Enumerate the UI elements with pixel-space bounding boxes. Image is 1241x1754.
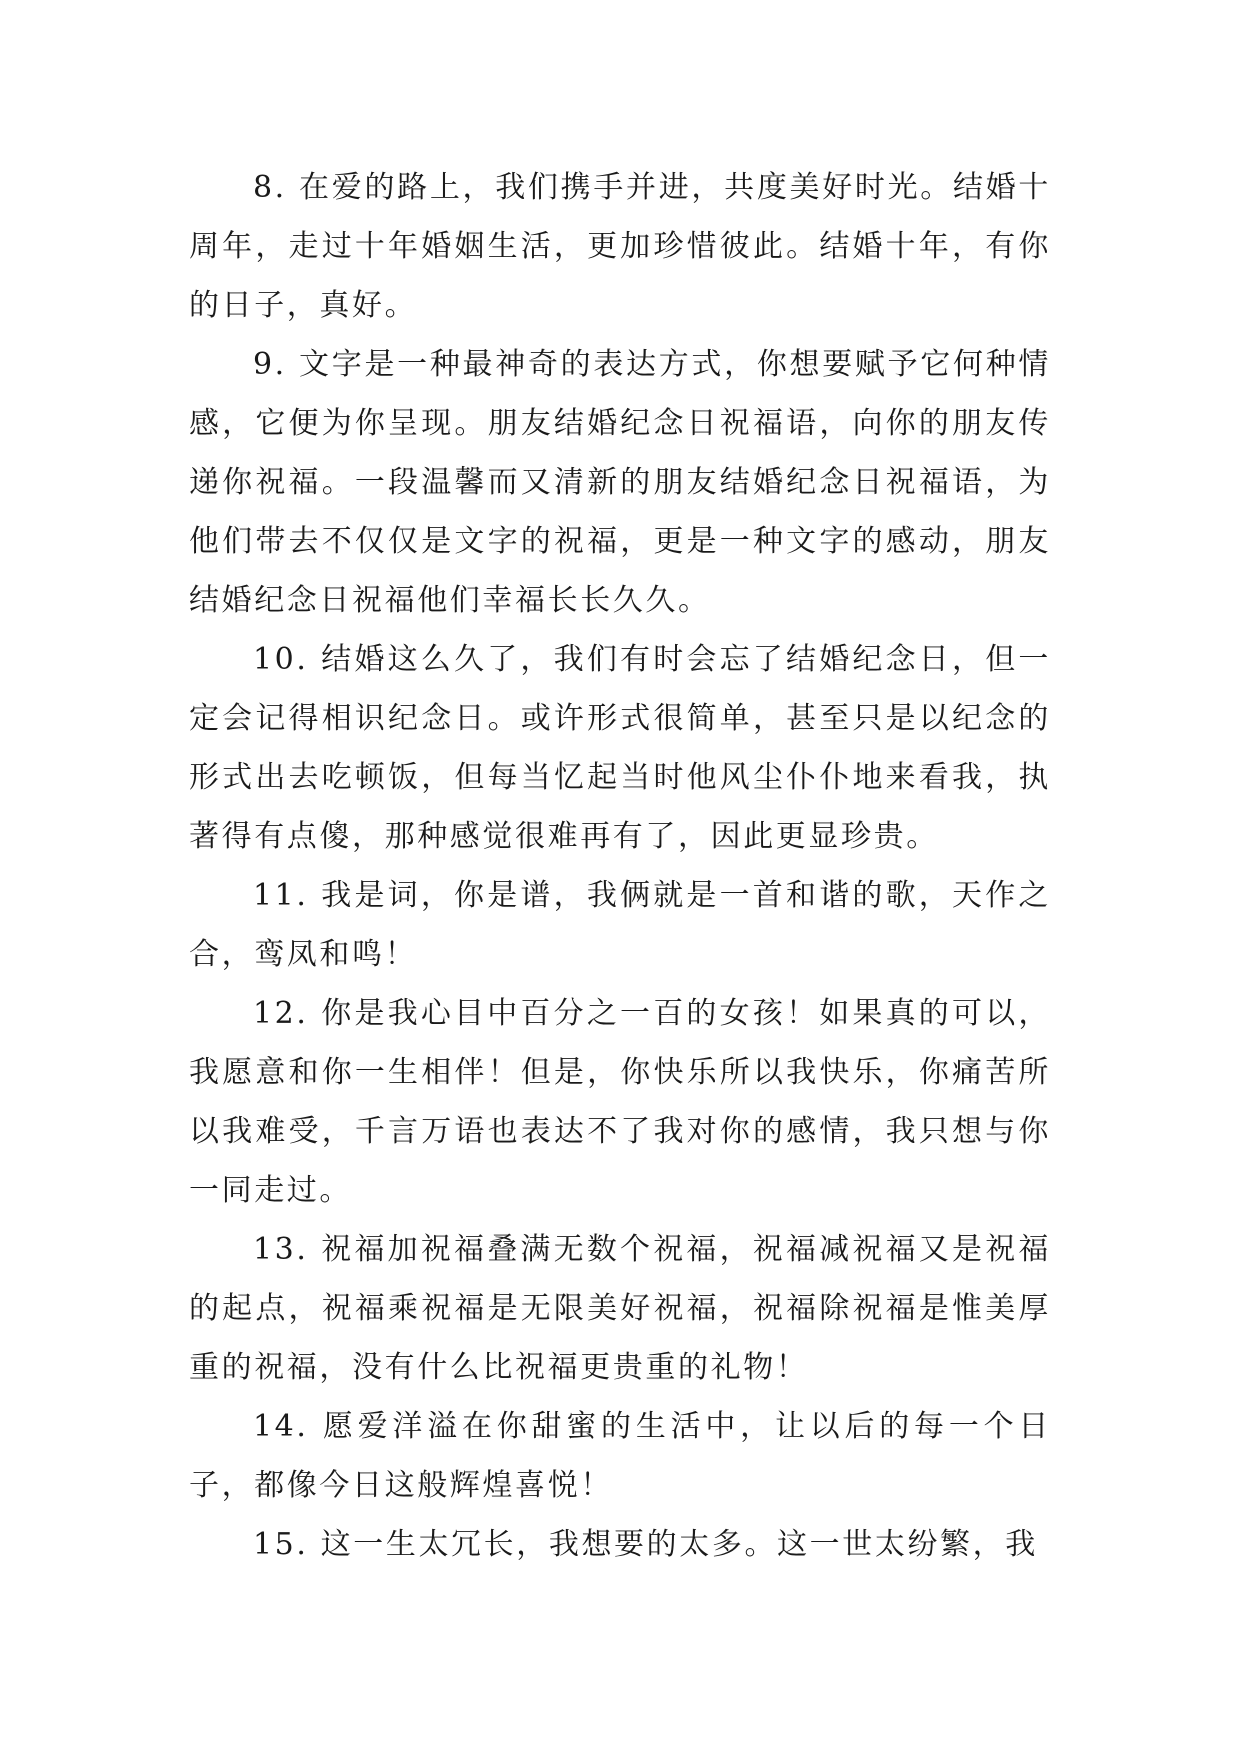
paragraph-15: 15. 这一生太冗长，我想要的太多。这一世太纷繁，我 — [253, 1527, 1038, 1562]
paragraph-13: 13. 祝福加祝福叠满无数个祝福，祝福减祝福又是祝福的起点，祝福乘祝福是无限美好祝福，祝福除祝福是惟美厚重的祝福，没有什么比祝福更贵重的礼物！ — [189, 1232, 1051, 1385]
paragraph-8: 8. 在爱的路上，我们携手并进，共度美好时光。结婚十周年，走过十年婚姻生活，更加珍惜彼此。结婚十年，有你的日子，真好。 — [189, 170, 1051, 323]
paragraph-10: 10. 结婚这么久了，我们有时会忘了结婚纪念日，但一定会记得相识纪念日。或许形式很简单，甚至只是以纪念的形式出去吃顿饭，但每当忆起当时他风尘仆仆地来看我，执著得有点傻，那种感觉很难再有了，因此更显珍贵。 — [189, 642, 1051, 854]
paragraph-9: 9. 文字是一种最神奇的表达方式，你想要赋予它何种情感，它便为你呈现。朋友结婚纪念日祝福语，向你的朋友传递你祝福。一段温馨而又清新的朋友结婚纪念日祝福语，为他们带去不仅仅是文字的祝福，更是一种文字的感动，朋友结婚纪念日祝福他们幸福长长久久。 — [189, 347, 1051, 618]
paragraph-11: 11. 我是词，你是谱，我俩就是一首和谐的歌，天作之合，鸾凤和鸣！ — [189, 878, 1051, 972]
paragraph-12: 12. 你是我心目中百分之一百的女孩！如果真的可以，我愿意和你一生相伴！但是，你快乐所以我快乐，你痛苦所以我难受，千言万语也表达不了我对你的感情，我只想与你一同走过。 — [189, 996, 1051, 1208]
document-body — [189, 158, 1051, 1574]
paragraph-14: 14. 愿爱洋溢在你甜蜜的生活中，让以后的每一个日子，都像今日这般辉煌喜悦！ — [189, 1409, 1051, 1503]
